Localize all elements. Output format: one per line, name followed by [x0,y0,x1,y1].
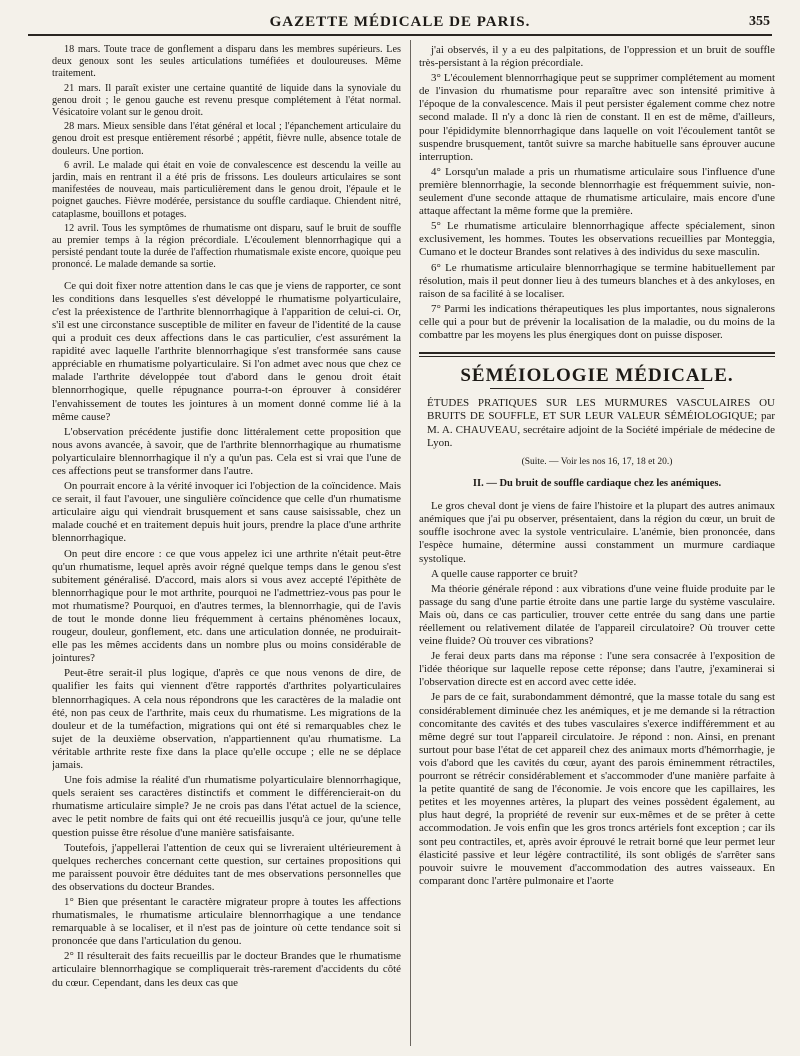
body-paragraph: Toutefois, j'appellerai l'attention de ceux qui se livreraient ultérieurement à quelques recherches concernant cette question, sur certaines propositions qui me paraissent pouvoir être déduites tant de mes observations personnelles que des observations du docteur Brandes. [52,841,401,893]
article-author: par M. A. CHAUVEAU, secrétaire adjoint de la Société impériale de médecine de Lyon. [427,410,775,449]
left-column [52,44,401,1044]
observation-entry: 21 mars. Il paraît exister une certaine quantité de liquide dans la synoviale du genou droit ; le genou gauche est revenu presque complétement à l'état normal. Vésicatoire volant sur le genou droit. [52,82,401,119]
article-heading [419,397,775,450]
body-paragraph: 6° Le rhumatisme articulaire blennorrhagique se termine habituellement par résolution, mais il peut donner lieu à des tumeurs blanches et à des ankyloses, en raison de sa facilité à se localiser. [419,261,775,300]
article-paragraph: Je ferai deux parts dans ma réponse : l'une sera consacrée à l'exposition de l'idée théorique sur laquelle repose cette réponse; dans l'autre, j'examinerai si l'observation directe est en accord avec cette idée. [419,650,775,689]
title-underline [490,388,704,389]
article-paragraph: Ma théorie générale répond : aux vibrations d'une veine fluide produite par le passage du sang d'une partie étroite dans une partie large du système vasculaire. Mais où, dans ce cas particulier, trouver cette entrée du sang dans une partie réellement ou relativement dilatée de l'appareil circulatoire? Où trouver cette veine fluide? Où trouver ces vibrations? [419,582,775,648]
observation-entry: 6 avril. Le malade qui était en voie de convalescence est descendu la veille au jardin, mais en rentrant il a été pris de frissons. Les douleurs articulaires se sont manifestées de nouveau, mais particulièrement dans le genou droit, l'épaule et le poignet gauches. Fièvre modérée, persistance du souffle cardiaque. Chiendent nitré, cataplasme, bouillons et potages. [52,159,401,220]
body-paragraph: 3° L'écoulement blennorrhagique peut se supprimer complétement au moment de l'invasion du rhumatisme pour reparaître avec son intensité primitive à l'époque de la convalescence. Mais il peut persister également comme chez notre second malade. Il n'y a donc là rien de constant. Il en est de même, d'ailleurs, pour l'épididymite blennorrhagique dans laquelle on voit l'écoulement tantôt se suspendre brusquement, tantôt suivre sa marche habituelle sans éprouver aucune interruption. [419,72,775,163]
right-column [419,44,775,1044]
body-paragraph: Ce qui doit fixer notre attention dans le cas que je viens de rapporter, ce sont les conditions dans lesquelles s'est développé le rhumatisme polyarticulaire, c'est la préexistence de l'arthrite blennorrhagique à l'apparition de celui-ci. Or, s'il est une circonstance susceptible de militer en faveur de l'identité de la cause qui a produit ces deux affections dans le cas particulier, c'est assurément la rapidité avec laquelle l'arthrite blennorrhagique s'est transformée sans cause appréciable en rhumatisme polyarticulaire. Si l'on admet avec nous que chez ce malade l'arthrite développée tout d'abord dans le genou droit était blennorrhogique, quelle répugnance pourra-t-on éprouver à considérer l'envahissement de toutes les jointures à un moment donné comme lié à la même cause? [52,279,401,423]
body-paragraph: Peut-être serait-il plus logique, d'après ce que nous venons de dire, de qualifier les faits qui viennent d'être rapportés d'arthrites polyarticulaires blennorrhagiques. A cela nous répondrons que les caractères de la maladie ont été, non pas ceux de l'arthrite, mais ceux du rhumatisme. Les migrations de la douleur et de la tuméfaction, migrations qui ont été si remarquables chez le sujet de la deuxième observation, n'appartiennent qu'au rhumatisme. La véritable arthrite reste fixe dans la place qu'elle occupe ; elle ne se déplace jamais. [52,667,401,772]
body-paragraph: On peut dire encore : ce que vous appelez ici une arthrite n'était peut-être qu'un rhumatisme, lequel après avoir régné quelque temps dans le genou s'est subitement généralisé. D'accord, mais alors si vous avez accepté l'épithète de blennorrhagique pour le mot arthrite, pourquoi ne l'admettriez-vous pas pour le mot rhumatisme? Pourquoi, en d'autres termes, la blennorrhagie, qui de l'avis de tout le monde donne lieu fréquemment à certains phénomènes locaux, rougeur, douleur, gonflement, etc. dans une articulation donnée, ne produirait-elle pas les mêmes accidents dans un nombre plus ou moins considérable de jointures? [52,547,401,665]
journal-title: GAZETTE MÉDICALE DE PARIS. [269,14,531,30]
observation-entry: 12 avril. Tous les symptômes de rhumatisme ont disparu, sauf le bruit de souffle au premier temps à la région précordiale. L'écoulement blennorrhagique qui a persisté pendant toute la durée de l'affection rhumatismale existe encore, quoique peu prononcé. Le malade demande sa sortie. [52,222,401,271]
case-observations [52,44,401,272]
section-separator [419,352,775,357]
body-paragraph: 5° Le rhumatisme articulaire blennorrhagique affecte spécialement, sinon exclusivement, les hommes. Toutes les observations recueillies par Monteggia, Cumano et le docteur Brandes sont relatives à des individus du sexe masculin. [419,220,775,259]
section-title: SÉMÉIOLOGIE MÉDICALE. [460,365,734,387]
body-paragraph: 2° Il résulterait des faits recueillis par le docteur Brandes que le rhumatisme articulaire blennorrhagique se compliquerait très-rarement d'accidents du côté du cœur. Cependant, dans les deux cas que [52,950,401,989]
observation-entry: 28 mars. Mieux sensible dans l'état général et local ; l'épanchement articulaire du genou droit est presque entièrement résorbé ; appétit, fièvre nulle, absence totale de douleurs. Une portion. [52,121,401,157]
article-paragraph: A quelle cause rapporter ce bruit? [431,567,578,580]
body-paragraph: j'ai observés, il y a eu des palpitations, de l'oppression et un bruit de souffle très-persistant à la région précordiale. [419,44,775,70]
body-paragraph: On pourrait encore à la vérité invoquer ici l'objection de la coïncidence. Mais ce serait, il faut l'avouer, une singulière coïncidence que celle d'un rhumatisme articulaire aigu qui viendrait brusquement et sans cause saisissable, chez un malade couché et en traitement depuis huit jours, prendre la place d'une arthrite blennorrhagique. [52,480,401,545]
body-paragraph: 4° Lorsqu'un malade a pris un rhumatisme articulaire sous l'influence d'une première blennorrhagie, la seconde blennorrhagie est fréquemment suivie, non-seulement d'une seconde attaque de rhumatisme articulaire, mais encore d'une attaque affectant la même forme que la première. [419,165,775,218]
observation-entry: 18 mars. Toute trace de gonflement a disparu dans les membres supérieurs. Les deux genoux sont les seules articulations tuméfiées et douloureuses. Même traitement. [52,44,401,80]
page-number: 355 [749,14,770,29]
column-divider [410,40,411,1046]
article-title: ÉTUDES PRATIQUES SUR LES MURMURES VASCULAIRES OU BRUITS DE SOUFFLE, ET SUR LEUR VALEUR SÉMÉIOLOGIQUE; [427,397,775,423]
article-paragraph: Je pars de ce fait, surabondamment démontré, que la masse totale du sang est considérablement diminuée chez les anémiques, et je me demande si la rétraction concomitante des cavités et des tubes vasculaires s'exerce indifféremment et au même degré sur tout l'appareil circulatoire. Je répond : non. Ainsi, en prenant surtout pour base l'état de cet appareil chez des animaux morts d'hémorrhagie, je vois d'abord que les cavités du cœur, ayant des parois éminemment rétractiles, pourront se rétrécir considérablement et s'accommoder d'une manière parfaite à la petite quantité de sang de l'économie. Je vois encore que les capillaires, les petites et les moyennes artères, la plupart des veines possèdent également, au plus haut degré, la propriété de revenir sur eux-mêmes et de se prêter à cette accommodation. Je vois enfin que les gros troncs artériels font exception ; car ils sont peu contractiles, et, après avoir éprouvé le retrait borné que leur permet leur élasticité passive et leur légère contractilité, ils sont obligés de s'arrêter sans pouvoir suivre le mouvement d'accommodation des autres vaisseaux. En comparant donc l'artère pulmonaire et l'aorte [419,691,775,887]
article-subheading: II. — Du bruit de souffle cardiaque chez les anémiques. [472,478,722,490]
body-paragraph: Une fois admise la réalité d'un rhumatisme polyarticulaire blennorrhagique, quels seraient ses caractères distinctifs et comment le différencierait-on du rhumatisme articulaire simple? Je ne crois pas dans l'état actuel de la science, avec le petit nombre de faits qui ont été recueillis jusqu'à ce jour, qu'une telle question puisse être résolue d'une manière satisfaisante. [52,774,401,839]
body-paragraph: L'observation précédente justifie donc littéralement cette proposition que nous avons avancée, à savoir, que de l'arthrite blennorrhagique au rhumatisme polyarticulaire blennorrhagique il n'y a qu'un pas. Cela est si vrai que l'une de ces affections peut se transformer dans l'autre. [52,425,401,477]
article-paragraph: Le gros cheval dont je viens de faire l'histoire et la plupart des autres animaux anémiques que j'ai pu observer, présentaient, dans la région du cœur, un bruit de souffle isochrone avec la systole ventriculaire. L'anémie, bien prononcée, dans l'espèce humaine, détermine aussi constamment un murmure cardiaque systolique. [419,500,775,565]
body-paragraph: 7° Parmi les indications thérapeutiques les plus importantes, nous signalerons celle qui a pour but de prévenir la localisation de la maladie, ou du moins de la combattre par les moyens les plus énergiques dont on puisse disposer. [419,302,775,341]
page-header [28,8,772,36]
body-paragraph: 1° Bien que présentant le caractère migrateur propre à toutes les affections rhumatismales, le rhumatisme articulaire blennorrhagique a une tendance remarquable à se localiser, et il n'est pas de jointure où cette tendance soit si prononcée que dans l'articulation du genou. [52,895,401,948]
continuation-note: (Suite. — Voir les nos 16, 17, 18 et 20.) [521,456,673,467]
